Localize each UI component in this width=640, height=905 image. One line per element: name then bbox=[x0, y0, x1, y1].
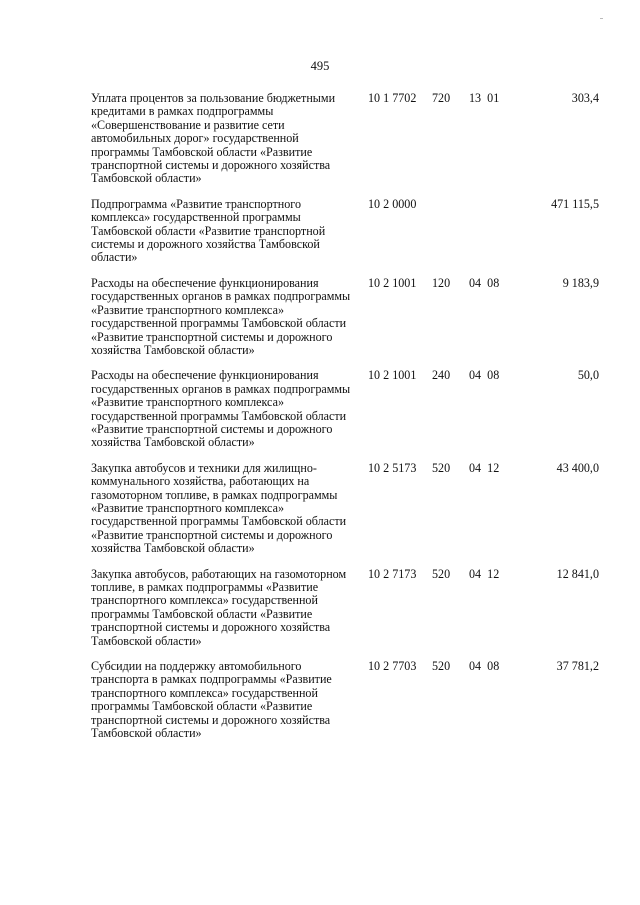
expense-type-code: 520 bbox=[432, 566, 451, 581]
row-amount: 471 115,5 bbox=[551, 196, 599, 211]
row-description: Расходы на обеспечение функционирования государственных органов в рамках подпрограммы «Развитие транспортного комплекса» государственной программы Тамбовской области «Развитие транспортной системы и дорожного хозяйства Тамбовской области» bbox=[91, 275, 351, 357]
row-amount: 50,0 bbox=[577, 368, 599, 383]
page-number: 495 bbox=[310, 59, 330, 73]
expense-type-code: 520 bbox=[432, 659, 451, 674]
target-article-code: 10 2 1001 bbox=[368, 368, 417, 383]
target-article-code: 10 2 7703 bbox=[368, 659, 417, 674]
row-description: Закупка автобусов и техники для жилищно-коммунального хозяйства, работающих на газомоторном топливе, в рамках подпрограммы «Развитие транспортного комплекса» государственной программы Тамбовской области «Развитие транспортной системы и дорожного хозяйства Тамбовской области» bbox=[91, 460, 347, 556]
target-article-code: 10 2 5173 bbox=[368, 460, 417, 475]
table-row bbox=[0, 369, 640, 449]
expense-type-code: 520 bbox=[432, 460, 451, 475]
section-subsection-code: 04 12 bbox=[469, 460, 500, 475]
table-row bbox=[0, 568, 640, 648]
section-subsection-code: 04 08 bbox=[469, 368, 500, 383]
section-subsection-code: 04 08 bbox=[469, 659, 500, 674]
table-row bbox=[0, 277, 640, 357]
expense-type-code: 240 bbox=[432, 368, 451, 383]
budget-table bbox=[0, 92, 640, 752]
row-amount: 303,4 bbox=[571, 91, 599, 105]
target-article-code: 10 1 7702 bbox=[368, 91, 417, 105]
row-description: Подпрограмма «Развитие транспортного комплекса» государственной программы Тамбовской области «Развитие транспортной системы и дорожного хозяйства Тамбовской области» bbox=[91, 196, 326, 265]
scan-mark bbox=[600, 18, 603, 19]
row-description: Уплата процентов за пользование бюджетными кредитами в рамках подпрограммы «Совершенствование и развитие сети автомобильных дорог» государственной программы Тамбовской области «Развитие транспортной системы и дорожного хозяйства Тамбовской области» bbox=[91, 91, 336, 186]
row-amount: 43 400,0 bbox=[556, 460, 599, 475]
target-article-code: 10 2 0000 bbox=[368, 196, 417, 211]
target-article-code: 10 2 1001 bbox=[368, 275, 417, 290]
section-subsection-code: 13 01 bbox=[469, 91, 500, 105]
table-row bbox=[0, 198, 640, 265]
expense-type-code: 720 bbox=[432, 91, 451, 105]
table-row bbox=[0, 92, 640, 186]
row-description: Закупка автобусов, работающих на газомоторном топливе, в рамках подпрограммы «Развитие транспортного комплекса» государственной программы Тамбовской области «Развитие транспортной системы и дорожного хозяйства Тамбовской области» bbox=[91, 566, 347, 648]
section-subsection-code: 04 12 bbox=[469, 566, 500, 581]
table-row bbox=[0, 462, 640, 556]
row-description: Расходы на обеспечение функционирования государственных органов в рамках подпрограммы «Развитие транспортного комплекса» государственной программы Тамбовской области «Развитие транспортной системы и дорожного хозяйства Тамбовской области» bbox=[91, 368, 351, 450]
row-amount: 37 781,2 bbox=[556, 659, 599, 674]
section-subsection-code: 04 08 bbox=[469, 275, 500, 290]
row-amount: 12 841,0 bbox=[556, 566, 599, 581]
table-row bbox=[0, 660, 640, 740]
target-article-code: 10 2 7173 bbox=[368, 566, 417, 581]
row-description: Субсидии на поддержку автомобильного транспорта в рамках подпрограммы «Развитие транспортного комплекса» государственной программы Тамбовской области «Развитие транспортной системы и дорожного хозяйства Тамбовской области» bbox=[91, 659, 332, 741]
row-amount: 9 183,9 bbox=[562, 275, 599, 290]
expense-type-code: 120 bbox=[432, 275, 451, 290]
